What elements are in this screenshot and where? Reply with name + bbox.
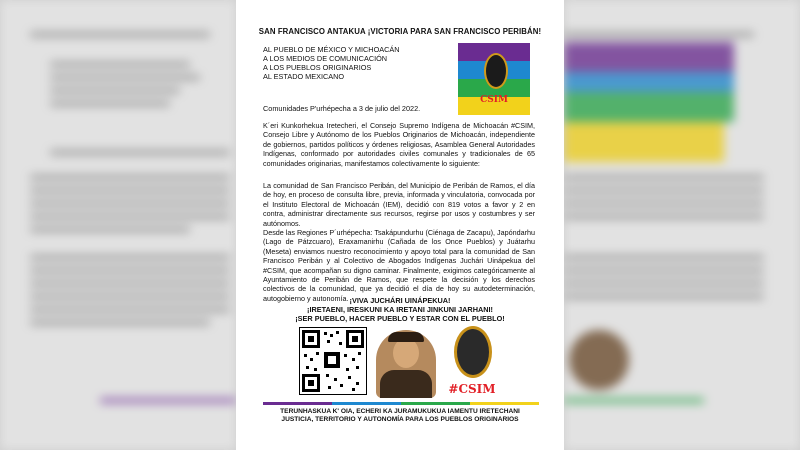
document-title: SAN FRANCISCO ANTAKUA ¡VICTORIA PARA SAN FRANCISCO PERIBÁN! bbox=[258, 27, 542, 36]
footer-line: JUSTICIA, TERRITORIO Y AUTONOMÍA PARA LOS PUEBLOS ORIGINARIOS bbox=[281, 416, 519, 423]
addressees-list bbox=[263, 45, 400, 81]
emblem-icon bbox=[484, 53, 508, 89]
paragraph-intro: K´eri Kunkorhekua Iretecheri, el Consejo Supremo Indígena de Michoacán #CSIM, Consejo Libre y Autónomo de los Pueblos Originarios de Michoacán, independiente de gobiernos, partidos políticos y órdenes religiosas, Asamblea General Autoridades Indígenas, conformado por autoridades civiles comunales y tradicionales de 65 comunidades originarias, manifestamos colectivamente lo siguiente: bbox=[263, 121, 535, 168]
date-line: Comunidades P'urhépecha a 3 de julio del 2022. bbox=[263, 104, 421, 113]
blurred-background-left bbox=[0, 0, 236, 450]
color-divider bbox=[263, 402, 539, 405]
slogan: ¡IRETAENI, IRESKUNI KA IRETANI JINKUNI JARHANI! bbox=[307, 305, 493, 314]
footer-line: TERUNHASKUA K' OIA, ECHERI KA JURAMUKUKUA IAMENTU IRETECHANI bbox=[280, 408, 520, 415]
csim-logo-label: #CSIM bbox=[448, 382, 496, 396]
zapata-portrait bbox=[376, 330, 436, 398]
paragraph-decision: La comunidad de San Francisco Peribán, del Municipio de Peribán de Ramos, el día de hoy, en proceso de consulta libre, previa, informada y vinculatoria, convocada por el Instituto Electoral de Michoacán (IEM), decidió con 819 votos a favor y 2 en contra, administrar directamente sus recursos, regirse por usos y costumbres y ser autónomos. bbox=[263, 181, 535, 228]
csim-emblem-logo bbox=[450, 326, 490, 382]
addressee: A LOS PUEBLOS ORIGINARIOS bbox=[263, 63, 372, 72]
flag-label: CSIM bbox=[480, 95, 508, 105]
addressee: AL PUEBLO DE MÉXICO Y MICHOACÁN bbox=[263, 45, 400, 54]
communique-document bbox=[236, 0, 564, 450]
paragraph-support: Desde las Regiones P´urhépecha: Tsakápundurhu (Ciénaga de Zacapu), Japóndarhu (Lago de Pátzcuaro), Eraxamanirhu (Cañada de los Once Pueblos) y Juátarhu (Meseta) enviamos nuestro reconocimiento y apoyo total para la comunidad de San Francisco Peribán y al Colectivo de Abogados Indígenas Juchári Uinápekua del #CSIM, que acompañan su digno caminar. Finalmente, exigimos categóricamente al Ayuntamiento de Peribán de Ramos, que respete la decisión y los derechos colectivos de la comunidad, que ya decidió el día de hoy su autodeterminación, autogobierno y autonomía. bbox=[263, 228, 535, 303]
qr-code-icon bbox=[300, 328, 366, 394]
blurred-background-right bbox=[564, 0, 800, 450]
slogan: ¡VIVA JUCHÁRI UINÁPEKUA! bbox=[349, 296, 451, 305]
csim-flag-logo bbox=[458, 43, 530, 115]
addressee: AL ESTADO MEXICANO bbox=[263, 72, 345, 81]
addressee: A LOS MEDIOS DE COMUNICACIÓN bbox=[263, 54, 388, 63]
slogan: ¡SER PUEBLO, HACER PUEBLO Y ESTAR CON EL PUEBLO! bbox=[295, 314, 505, 323]
